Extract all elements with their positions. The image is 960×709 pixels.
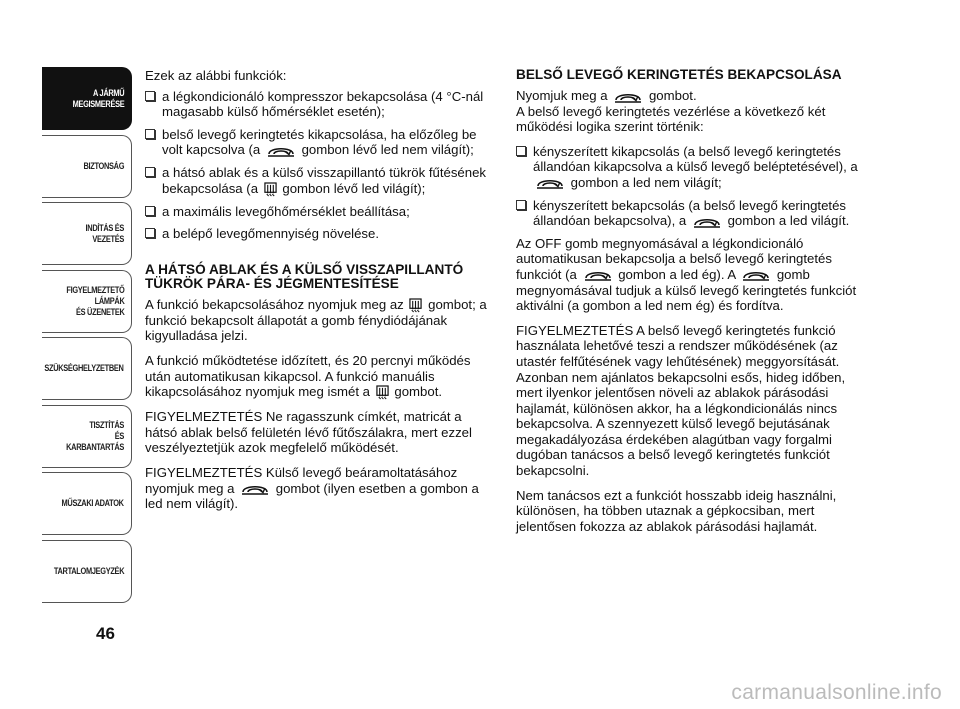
recirculation-icon xyxy=(741,268,771,282)
intro-text: Ezek az alábbi funkciók: xyxy=(145,68,287,83)
paragraph: A funkció működtetése időzített, és 20 percnyi működés után automatikusan kikapcsol. A funkció manuális kikapcsolásához nyomjuk meg ismét a gombot. xyxy=(145,352,471,400)
bullet-box-icon xyxy=(145,206,155,216)
chapter-tabs xyxy=(42,67,132,607)
logic-list xyxy=(516,144,868,229)
warning-paragraph: FIGYELMEZTETÉS Külső levegő beáramoltatásához nyomjuk meg a gombot (ilyen esetben a gombon a led nem világít). xyxy=(145,464,479,512)
recirculation-icon xyxy=(583,268,613,282)
rear-defrost-icon xyxy=(376,385,389,400)
section-heading-recirculation: BELSŐ LEVEGŐ KERINGTETÉS BEKAPCSOLÁSA xyxy=(516,67,842,82)
right-column xyxy=(516,68,868,543)
list-item: a belépő levegőmennyiség növelése. xyxy=(145,226,497,242)
recirculation-icon xyxy=(692,215,722,229)
paragraph: Az OFF gomb megnyomásával a légkondicionáló automatikusan bekapcsolja a belső levegő keringtetés funkciót (a gombon a led ég). A gomb megnyomásával tudjuk a külső levegő keringtetés funkciót aktiválni (a gombon a led nem ég) és fordítva. xyxy=(516,235,857,314)
warning-paragraph: FIGYELMEZTETÉS Ne ragasszunk címkét, matricát a hátsó ablak belső felületén lévő fűtőszálakra, mert ezzel veszélyeztetjük azok megfelelő működését. xyxy=(145,409,472,456)
recirculation-icon xyxy=(613,90,643,104)
paragraph: Nyomjuk meg a gombot. A belső levegő keringtetés vezérlése a következő két működési logika szerint történik: xyxy=(516,88,826,135)
list-item: a hátsó ablak és a külső visszapillantó tükrök fűtésének bekapcsolása (a gombon lévő led világít); xyxy=(145,165,497,197)
paragraph: Nem tanácsos ezt a funkciót hosszabb ideig használni, különösen, ha többen utaznak a gépkocsiban, mert jelentősen fokozza az ablakok párásodási hajlamát. xyxy=(516,487,837,534)
section-heading-defrost: A HÁTSÓ ABLAK ÉS A KÜLSŐ VISSZAPILLANTÓ TÜKRÖK PÁRA- ÉS JÉGMENTESÍTÉSE xyxy=(145,261,464,291)
recirculation-icon xyxy=(535,176,565,190)
bullet-box-icon xyxy=(145,129,155,139)
tab-emergency[interactable]: SZÜKSÉGHELYZETBEN xyxy=(42,337,132,400)
tab-safety[interactable]: BIZTONSÁG xyxy=(42,135,132,198)
bullet-box-icon xyxy=(516,200,526,210)
tab-index[interactable]: TARTALOMJEGYZÉK xyxy=(42,540,132,603)
tab-maintenance[interactable]: TISZTÍTÁS ÉS KARBANTARTÁS xyxy=(42,405,132,468)
watermark: carmanualsonline.info xyxy=(731,681,942,704)
list-item: a légkondicionáló kompresszor bekapcsolása (4 °C-nál magasabb külső hőmérséklet esetén); xyxy=(145,89,497,120)
paragraph: A funkció bekapcsolásához nyomjuk meg az gombot; a funkció bekapcsolt állapotát a gomb fénydiódájának kigyulladása jelzi. xyxy=(145,296,487,344)
function-list xyxy=(145,89,497,242)
recirculation-icon xyxy=(240,482,270,496)
recirculation-icon xyxy=(266,144,296,158)
warning-paragraph: FIGYELMEZTETÉS A belső levegő keringtetés funkció használata lehetővé teszi a rendszer működésének (az utastér felfűtésének vagy lehűtésének) meggyorsítását. Azonban nem ajánlatos bekapcsolni esős, hideg időben, mert ilyenkor jelentősen növeli az ablakok párásodási hajlamát, különösen akkor, ha a légkondicionálás nincs bekapcsolva. A szennyezett külső levegő bejutásának megakadályozása érdekében alagútban vagy forgalmi dugóban tanácsos a belső levegő keringtetés funkciót bekapcsolni. xyxy=(516,322,846,479)
list-item: kényszerített bekapcsolás (a belső levegő keringtetés állandóan bekapcsolva), a gombon a led világít. xyxy=(516,198,868,229)
left-column xyxy=(145,68,497,521)
bullet-box-icon xyxy=(145,167,155,177)
list-item: kényszerített kikapcsolás (a belső levegő keringtetés állandóan kikapcsolva a külső levegő beléptetésével), a gombon a led nem világít; xyxy=(516,144,868,191)
list-item: a maximális levegőhőmérséklet beállítása; xyxy=(145,204,497,220)
bullet-box-icon xyxy=(145,228,155,238)
tab-technical-data[interactable]: MŰSZAKI ADATOK xyxy=(42,472,132,535)
rear-defrost-icon xyxy=(264,182,277,197)
tab-vehicle-intro[interactable]: A JÁRMŰ MEGISMERÉSE xyxy=(42,67,132,130)
bullet-box-icon xyxy=(145,91,155,101)
page-number: 46 xyxy=(96,624,115,643)
list-item: belső levegő keringtetés kikapcsolása, ha előzőleg be volt kapcsolva (a gombon lévő led nem világít); xyxy=(145,127,497,158)
tab-starting-driving[interactable]: INDÍTÁS ÉS VEZETÉS xyxy=(42,202,132,265)
rear-defrost-icon xyxy=(409,298,422,313)
bullet-box-icon xyxy=(516,146,526,156)
tab-warning-lights[interactable]: FIGYELMEZTETŐ LÁMPÁK ÉS ÜZENETEK xyxy=(42,270,132,333)
